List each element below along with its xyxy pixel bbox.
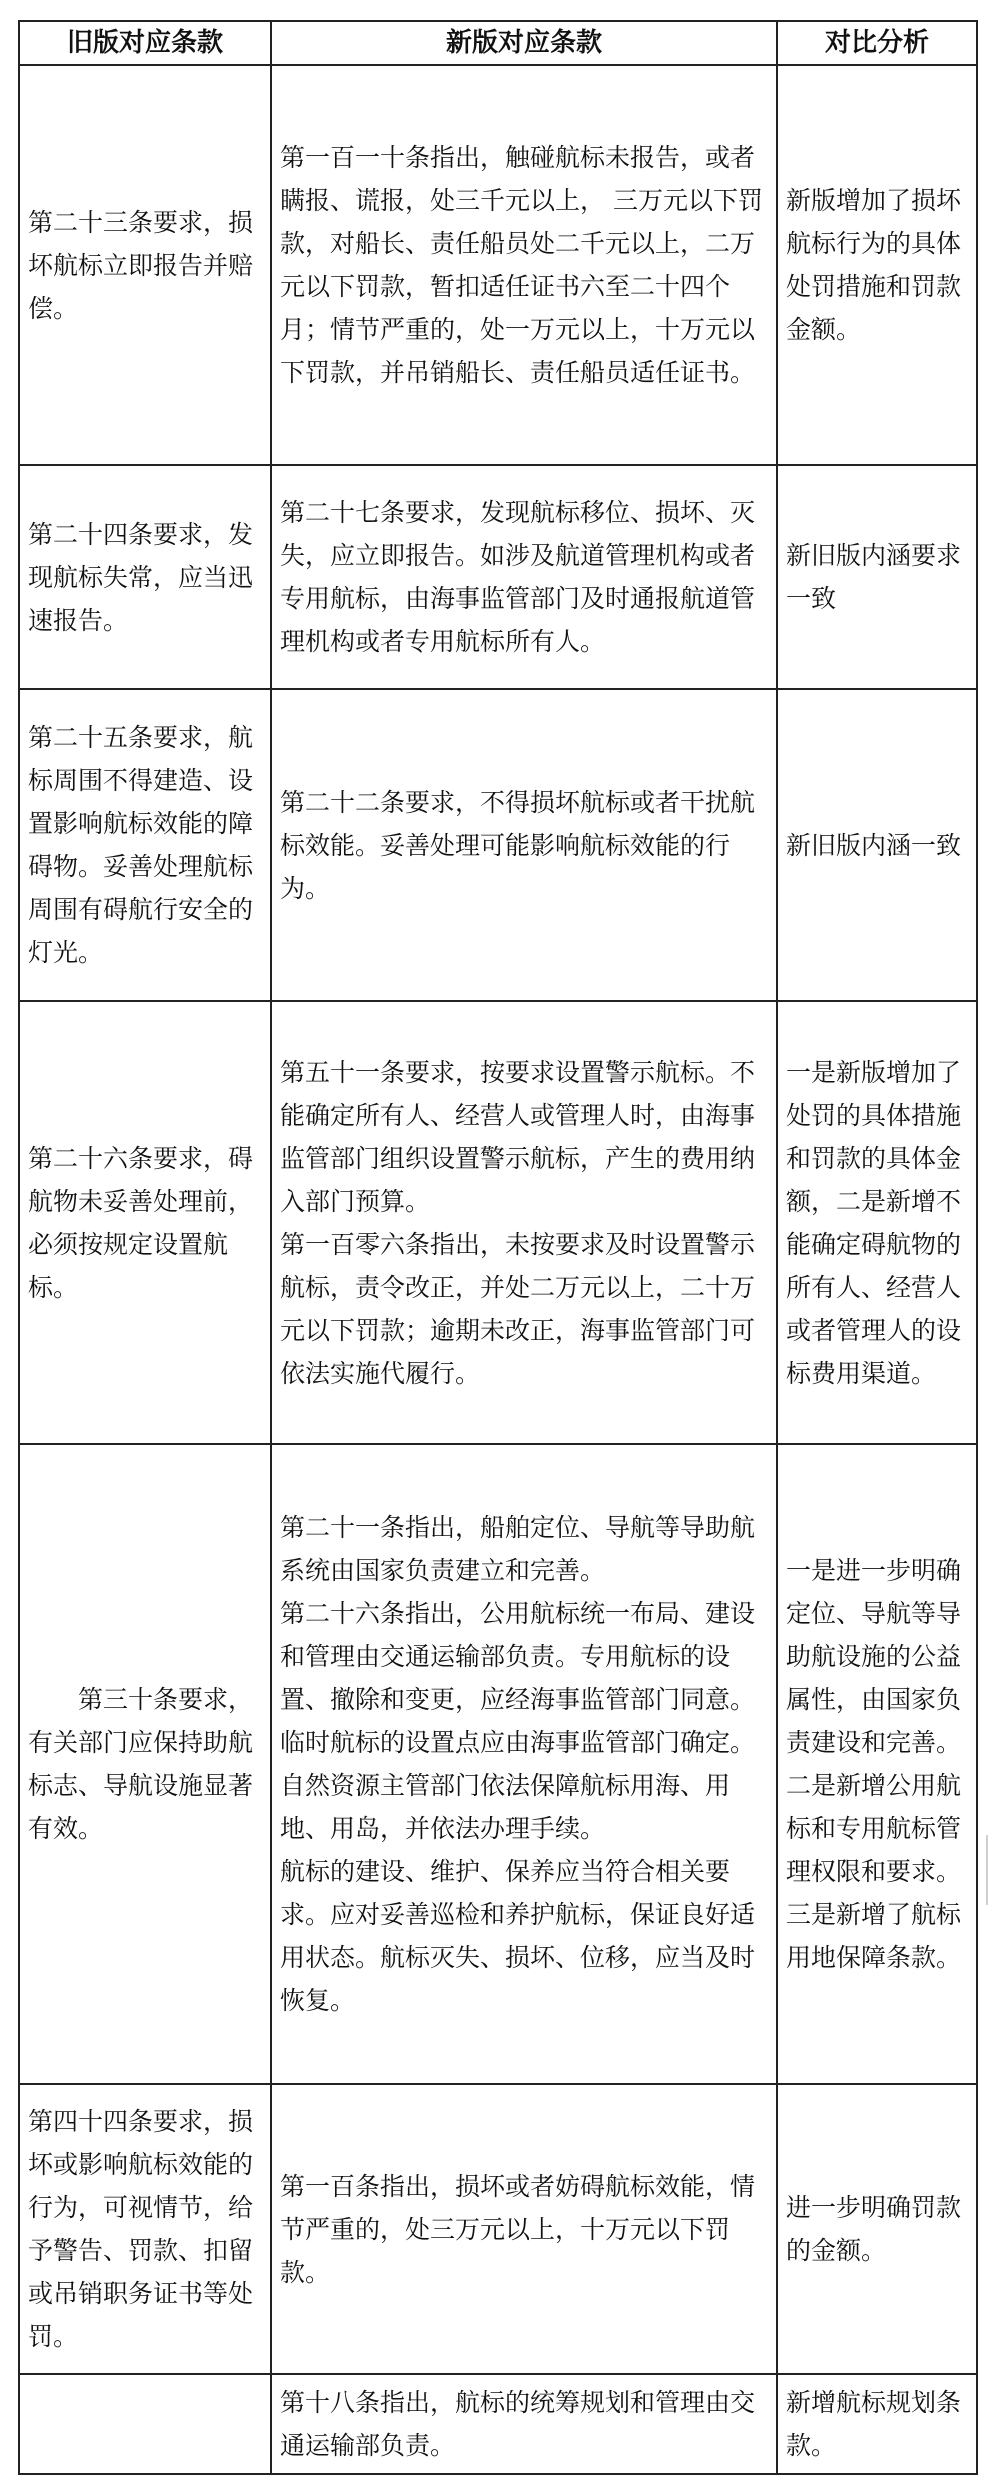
header-new-clause: 新版对应条款 — [271, 21, 777, 65]
old-clause-cell: 第二十四条要求，发现航标失常，应当迅速报告。 — [19, 465, 271, 689]
new-clause-cell — [271, 689, 777, 1001]
new-clause-cell — [271, 2084, 777, 2374]
new-clause-paragraph: 第十八条指出，航标的统筹规划和管理由交通运输部负责。 — [280, 2388, 756, 2460]
analysis-paragraph: 一是进一步明确定位、导航等导助航设施的公益属性，由国家负责建设和完善。二是新增公用航标和专用航标管理权限和要求。 — [786, 1556, 962, 1886]
analysis-cell: 新旧版内涵要求一致 — [777, 465, 977, 689]
header-old-clause: 旧版对应条款 — [19, 21, 271, 65]
analysis-paragraph: 三是新增了航标用地保障条款。 — [786, 1900, 962, 1972]
new-clause-paragraph: 第二十二条要求，不得损坏航标或者干扰航标效能。妥善处理可能影响航标效能的行为。 — [280, 787, 756, 903]
new-clause-paragraph: 第二十一条指出，船舶定位、导航等导助航系统由国家负责建立和完善。 — [280, 1513, 756, 1585]
page-edge-mark — [986, 1835, 988, 1905]
document-page — [18, 20, 978, 2475]
new-clause-paragraph: 第五十一条要求，按要求设置警示航标。不能确定所有人、经营人或管理人时，由海事监管部门组织设置警示航标，产生的费用纳入部门预算。 — [280, 1057, 756, 1216]
analysis-cell: 一是新版增加了处罚的具体措施和罚款的具体金额，二是新增不能确定碍航物的所有人、经营人或者管理人的设标费用渠道。 — [777, 1001, 977, 1444]
old-clause-cell: 第二十六条要求，碍航物未妥善处理前，必须按规定设置航标。 — [19, 1001, 271, 1444]
header-analysis: 对比分析 — [777, 21, 977, 65]
new-clause-paragraph: 第一百条指出，损坏或者妨碍航标效能，情节严重的，处三万元以上，十万元以下罚款。 — [280, 2171, 756, 2287]
new-clause-paragraph: 第一百零六条指出，未按要求及时设置警示航标，责令改正，并处二万元以上，二十万元以下罚款；逾期未改正，海事监管部门可依法实施代履行。 — [280, 1229, 756, 1388]
analysis-cell: 进一步明确罚款的金额。 — [777, 2084, 977, 2374]
analysis-cell: 新版增加了损坏航标行为的具体处罚措施和罚款金额。 — [777, 65, 977, 465]
table-row — [19, 689, 977, 1001]
new-clause-paragraph: 自然资源主管部门依法保障航标用海、用地、用岛，并依法办理手续。 — [280, 1771, 731, 1843]
new-clause-cell — [271, 465, 777, 689]
analysis-cell — [777, 1444, 977, 2084]
table-row — [19, 2374, 977, 2474]
old-clause-cell: 第二十三条要求，损坏航标立即报告并赔偿。 — [19, 65, 271, 465]
old-clause-cell — [19, 2374, 271, 2474]
new-clause-cell — [271, 65, 777, 465]
table-header-row — [19, 21, 977, 65]
table-row — [19, 2084, 977, 2374]
analysis-cell: 新旧版内涵一致 — [777, 689, 977, 1001]
new-clause-cell — [271, 1001, 777, 1444]
new-clause-paragraph: 航标的建设、维护、保养应当符合相关要求。应对妥善巡检和养护航标，保证良好适用状态。航标灭失、损坏、位移，应当及时恢复。 — [280, 1857, 756, 2015]
table-row — [19, 465, 977, 689]
new-clause-cell — [271, 1444, 777, 2084]
table-row — [19, 1444, 977, 2084]
new-clause-paragraph: 第二十六条指出，公用航标统一布局、建设和管理由交通运输部负责。专用航标的设置、撤除和变更，应经海事监管部门同意。临时航标的设置点应由海事监管部门确定。 — [280, 1599, 756, 1757]
new-clause-paragraph: 第一百一十条指出，触碰航标未报告，或者瞒报、谎报，处三千元以上， 三万元以下罚款，对船长、责任船员处二千元以上，二万元以下罚款，暂扣适任证书六至二十四个月；情节严重的，处一万元以上，十万元以下罚款，并吊销船长、责任船员适任证书。 — [280, 143, 763, 387]
old-clause-cell: 第四十四条要求，损坏或影响航标效能的行为，可视情节，给予警告、罚款、扣留或吊销职务证书等处罚。 — [19, 2084, 271, 2374]
old-clause-cell: 第三十条要求，有关部门应保持助航标志、导航设施显著有效。 — [19, 1444, 271, 2084]
new-clause-paragraph: 第二十七条要求，发现航标移位、损坏、灭失，应立即报告。如涉及航道管理机构或者专用航标，由海事监管部门及时通报航道管理机构或者专用航标所有人。 — [280, 498, 756, 656]
table-row — [19, 1001, 977, 1444]
comparison-table — [18, 20, 978, 2475]
new-clause-cell — [271, 2374, 777, 2474]
analysis-cell: 新增航标规划条款。 — [777, 2374, 977, 2474]
old-clause-cell: 第二十五条要求，航标周围不得建造、设置影响航标效能的障碍物。妥善处理航标周围有碍航行安全的灯光。 — [19, 689, 271, 1001]
table-row — [19, 65, 977, 465]
